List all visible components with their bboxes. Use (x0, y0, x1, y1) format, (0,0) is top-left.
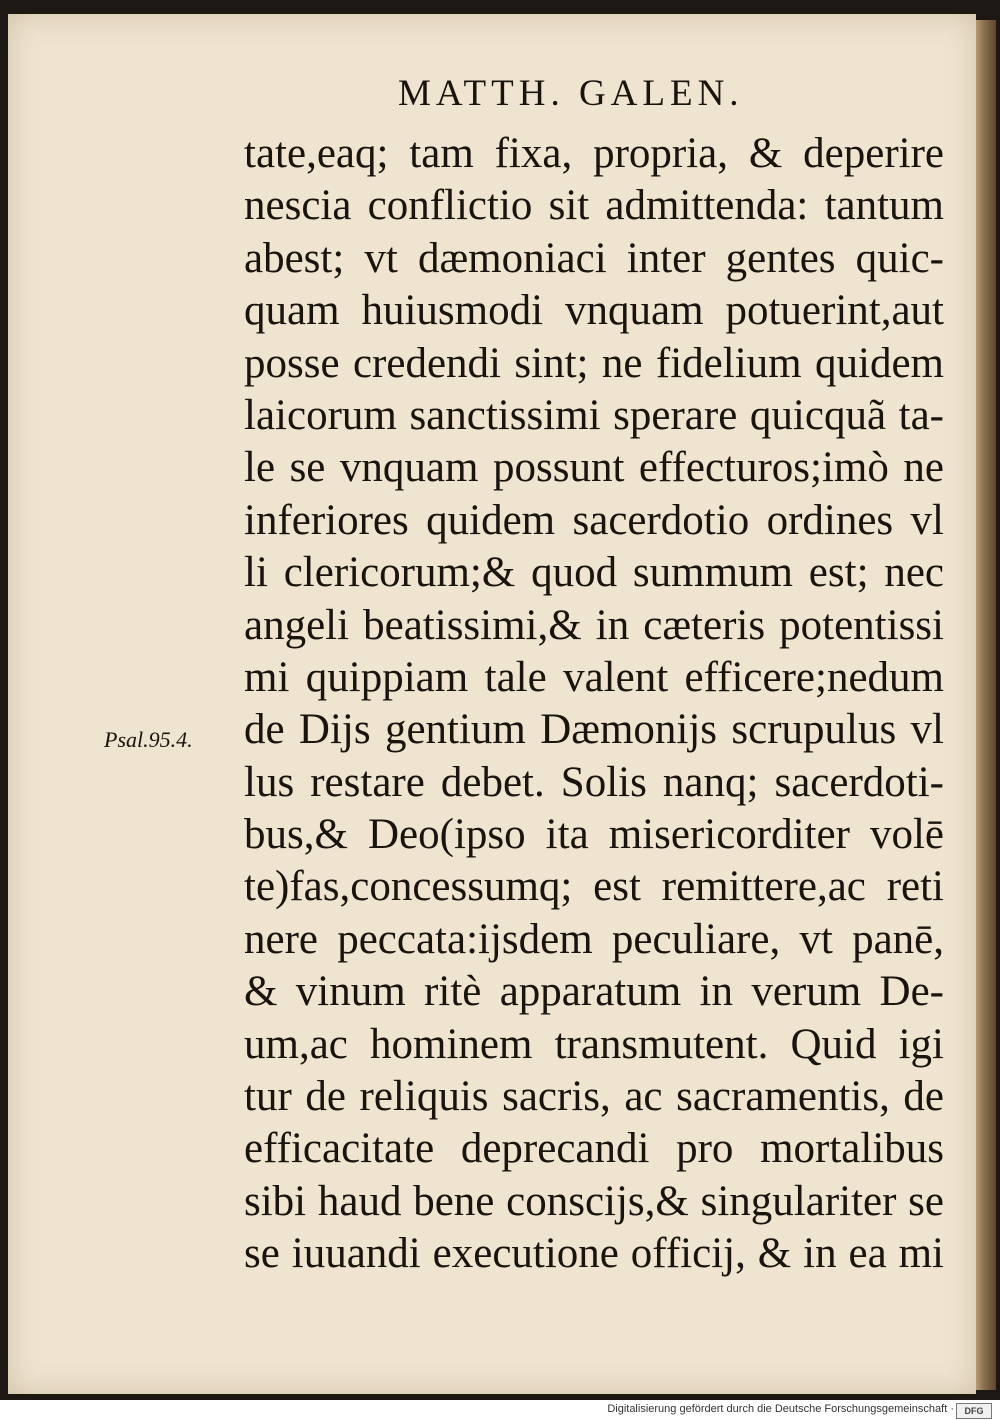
text-line: um,ac hominem transmutent. Quid igi (244, 1020, 944, 1068)
text-line: li clericorum;& quod summum est; nec (244, 549, 944, 597)
text-line: nere peccata:ijsdem peculiare, vt panē, (244, 915, 944, 963)
running-head: MATTH. GALEN. (398, 73, 744, 114)
text-block (244, 128, 944, 1281)
text-line: se iuuandi executione officij, & in ea mi (244, 1230, 944, 1278)
text-line: nescia conflictio sit admittenda: tantum (244, 182, 944, 230)
text-line: posse credendi sint; ne fidelium quidem (244, 339, 944, 387)
text-line: & vinum ritè apparatum in verum De- (244, 968, 944, 1016)
footer-bar (0, 1400, 1000, 1420)
margin-note: Psal.95.4. (104, 727, 193, 752)
text-line: efficacitate deprecandi pro mortalibus (244, 1125, 944, 1173)
text-line: quam huiusmodi vnquam potuerint,aut (244, 287, 944, 335)
text-line: tur de reliquis sacris, ac sacramentis, de (244, 1073, 944, 1121)
footer-credit: Digitalisierung gefördert durch die Deutsche Forschungsgemeinschaft · (607, 1403, 954, 1415)
text-line: te)fas,concessumq; est remittere,ac reti (244, 863, 944, 911)
text-line: le se vnquam possunt effecturos;imò ne (244, 444, 944, 492)
text-line: laicorum sanctissimi sperare quicquã ta- (244, 391, 944, 439)
text-line: sibi haud bene conscijs,& singulariter se (244, 1177, 944, 1225)
text-line: tate,eaq; tam fixa, propria, & deperire (244, 130, 944, 177)
page-edge (976, 20, 996, 1390)
text-line: inferiores quidem sacerdotio ordines vl (244, 496, 944, 544)
text-line: lus restare debet. Solis nanq; sacerdoti- (244, 758, 944, 806)
text-line: angeli beatissimi,& in cæteris potentissi (244, 601, 944, 649)
dfg-logo: DFG (956, 1403, 992, 1419)
text-line: mi quippiam tale valent efficere;nedum (244, 653, 944, 701)
text-line: de Dijs gentium Dæmonijs scrupulus vl (244, 706, 944, 754)
text-line: bus,& Deo(ipso ita misericorditer volē (244, 811, 944, 859)
text-line: abest; vt dæmoniaci inter gentes quic- (244, 234, 944, 282)
